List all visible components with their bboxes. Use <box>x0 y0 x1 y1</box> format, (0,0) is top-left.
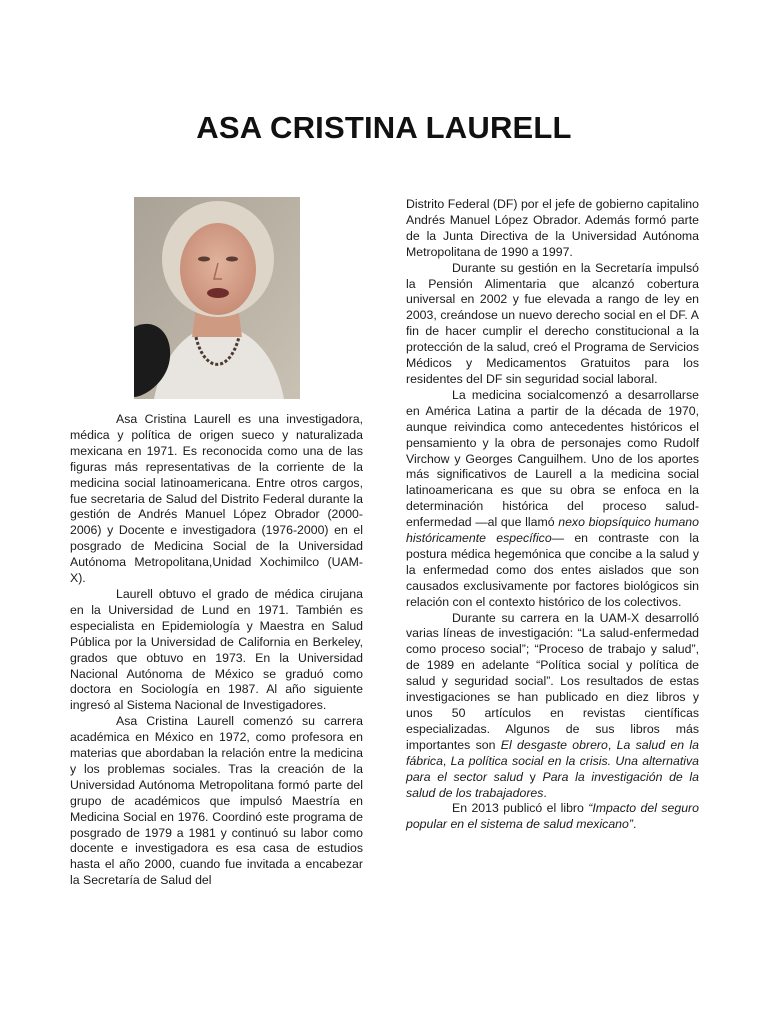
paragraph-2013-book <box>406 801 699 833</box>
page-title: ASA CRISTINA LAURELL <box>196 110 572 145</box>
text-span: — en contraste con la postura médica hegemónica que concibe a la salud y la enfermedad como dos entes aislados que son causados exclusivamente por factores biológicos sin relación con el contexto histórico de los colectivos. <box>406 531 700 609</box>
portrait-photo <box>134 197 300 399</box>
book-title: Para la investigación de la salud de los trabajadores <box>406 769 699 800</box>
text-span: , <box>607 737 617 752</box>
text-span: La medicina socialcomenzó a desarrollarse en América Latina a partir de la década de 1970, aunque reivindica como antecedentes históricos el pensamiento y la obra de personajes como Rudolf Virchow y Georges Canguilhem. Uno de los aportes más significativos de Laurell a la medicina social latinoamericana es que su obra se enfoca en la determinación histórica del proceso salud-enfermedad —al que llamó <box>406 387 699 530</box>
text-span: y <box>523 769 543 784</box>
paragraph-research-lines <box>406 611 699 802</box>
text-span: , <box>442 753 451 768</box>
paragraph-secretariat: Durante su gestión en la Secretaría impulsó la Pensión Alimentaria que alcanzó cobertura universal en 2002 y fue elevada a rango de ley en 2003, creándose un nuevo derecho social en el DF. A fin de hacer cumplir el derecho constitucional a la protección de la salud, creó el Programa de Servicios Médicos y Medicamentos Gratuitos para los residentes del DF sin seguridad social laboral. <box>406 260 699 386</box>
text-span: . <box>632 817 637 832</box>
right-column <box>406 197 699 833</box>
book-title: La salud en la fábrica <box>406 737 699 768</box>
italic-span: nexo biopsíquico humano históricamente específico <box>406 515 699 546</box>
paragraph-education: Laurell obtuvo el grado de médica cirujana en la Universidad de Lund en 1971. También es especialista en Epidemiología y Maestra en Salud Pública por la Universidad de California en Berkeley, grados que obtuvo en 1973. En la Universidad Nacional Autónoma de México se graduó como doctora en Sociología en 1987. Al año siguiente ingresó al Sistema Nacional de Investigadores. <box>70 586 363 713</box>
text-span: . <box>543 785 547 800</box>
paragraph-social-medicine <box>406 388 699 611</box>
paragraph-career-continued: Distrito Federal (DF) por el jefe de gobierno capitalino Andrés Manuel López Obrador. Además formó parte de la Junta Directiva de la Universidad Autónoma Metropolitana de 1990 a 1997. <box>406 197 699 259</box>
book-title: El desgaste obrero <box>500 737 608 752</box>
book-title: “Impacto del seguro popular en el sistema de salud mexicano” <box>406 801 699 832</box>
book-title: La política social en la crisis. Una alternativa para el sector salud <box>406 753 699 784</box>
paragraph-career: Asa Cristina Laurell comenzó su carrera académica en México en 1972, como profesora en materias que abordaban la relación entre la medicina y los problemas sociales. Tras la creación de la Universidad Autónoma Metropolitana formó parte del grupo de académicos que impulsó Maestría en Medicina Social en 1976. Coordinó este programa de posgrado de 1979 a 1981 y continuó su labor como docente e investigadora es esa casa de estudios hasta el año 2000, cuando fue invitada a encabezar la Secretaría de Salud del <box>70 714 363 888</box>
text-span: En 2013 publicó el libro <box>452 801 589 816</box>
paragraph-intro: Asa Cristina Laurell es una investigadora, médica y política de origen sueco y naturalizada mexicana en 1971. Es reconocida como una de las figuras más representativas de la corriente de la medicina social latinoamericana. Entre otros cargos, fue secretaria de Salud del Distrito Federal durante la gestión de Andrés Manuel López Obrador (2000-2006) y Docente e investigadora (1976-2000) en el posgrado de Medicina Social de la Universidad Autónoma Metropolitana,Unidad Xochimilco (UAM-X). <box>70 412 363 586</box>
left-column <box>70 412 363 889</box>
portrait-image <box>134 197 300 399</box>
text-span: Durante su carrera en la UAM-X desarrolló varias líneas de investigación: “La salud-enfermedad como proceso social”; “Proceso de trabajo y salud”, de 1989 en adelante “Política social y política de salud y seguridad social”. Los resultados de estas investigaciones se han publicado en diez libros y unos 50 artículos en revistas científicas especializadas. Algunos de sus libros más importantes son <box>406 610 699 752</box>
